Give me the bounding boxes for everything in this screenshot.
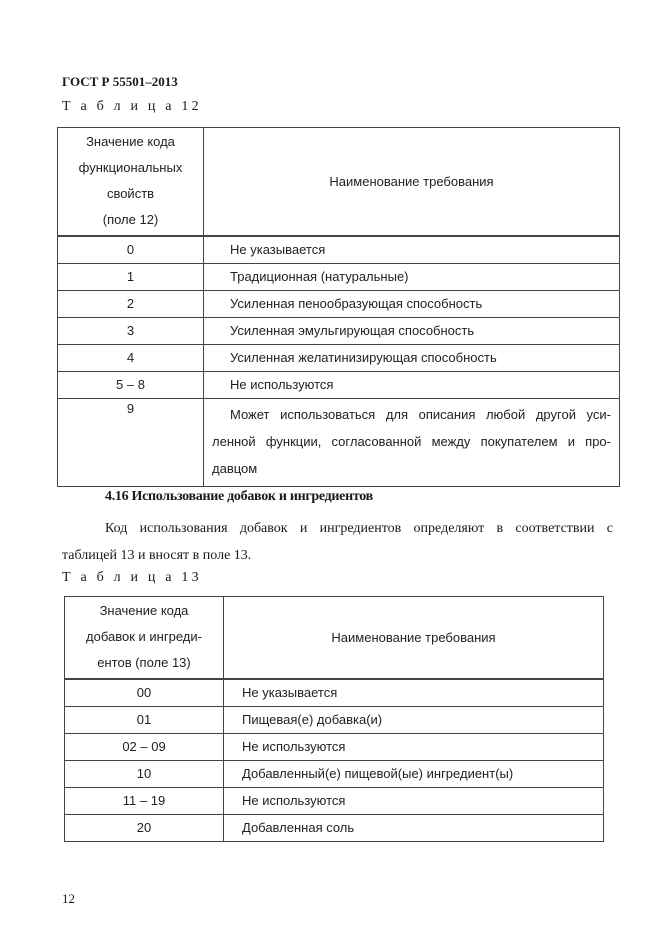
- table-13: [64, 596, 604, 842]
- code-cell: 20: [65, 814, 224, 841]
- name-cell: Не используются: [224, 733, 604, 760]
- table-row: [65, 787, 604, 814]
- code-cell: 02 – 09: [65, 733, 224, 760]
- code-cell: 3: [58, 317, 204, 344]
- table-row: [65, 814, 604, 841]
- name-cell: Пищевая(е) добавка(и): [224, 706, 604, 733]
- code-cell: 00: [65, 679, 224, 707]
- table-row: [58, 263, 620, 290]
- table-row: [58, 236, 620, 264]
- table-row: [58, 371, 620, 398]
- header-line: функциональных: [78, 160, 183, 176]
- header-line: ентов (поле 13): [97, 655, 191, 671]
- name-cell: Традиционная (натуральные): [204, 263, 620, 290]
- name-cell: Не используются: [204, 371, 620, 398]
- table-12-caption: Т а б л и ц а 12: [62, 99, 202, 114]
- code-cell: 1: [58, 263, 204, 290]
- header-line: Значение кода: [86, 134, 175, 150]
- table-13-caption: Т а б л и ц а 13: [62, 570, 202, 585]
- name-cell: Не используются: [224, 787, 604, 814]
- name-line: Может использоваться для описания любой другой уси-: [230, 406, 611, 422]
- code-cell: 5 – 8: [58, 371, 204, 398]
- section-heading: 4.16 Использование добавок и ингредиентов: [105, 489, 373, 504]
- code-cell: 01: [65, 706, 224, 733]
- table-12: [57, 127, 620, 487]
- table-13-col2-header: Наименование требования: [224, 597, 604, 679]
- paragraph-line: таблицей 13 и вносят в поле 13.: [62, 548, 252, 563]
- name-cell: Усиленная желатинизирующая способность: [204, 344, 620, 371]
- header-line: добавок и ингреди-: [86, 629, 202, 645]
- table-row: [65, 679, 604, 707]
- code-cell: 2: [58, 290, 204, 317]
- header-line: Значение кода: [99, 603, 189, 619]
- table-row: [58, 398, 620, 486]
- table-12-col1-header: [58, 128, 204, 236]
- name-cell-multiline: [204, 398, 620, 486]
- table-row: [65, 706, 604, 733]
- table-row: [58, 317, 620, 344]
- code-cell: 0: [58, 236, 204, 264]
- name-cell: Добавленный(е) пищевой(ые) ингредиент(ы): [224, 760, 604, 787]
- header-line: (поле 12): [102, 212, 159, 228]
- name-line: давцом: [212, 460, 258, 476]
- name-cell: Усиленная пенообразующая способность: [204, 290, 620, 317]
- table-row: [58, 344, 620, 371]
- code-cell: 9: [58, 398, 204, 486]
- table-row: [58, 290, 620, 317]
- table-13-header-row: [65, 597, 604, 679]
- paragraph-line: Код использования добавок и ингредиентов определяют в соответствии с: [105, 521, 613, 536]
- table-row: [65, 760, 604, 787]
- table-12-header-row: [58, 128, 620, 236]
- name-cell: Не указывается: [204, 236, 620, 264]
- document-header: ГОСТ Р 55501–2013: [62, 74, 178, 89]
- name-cell: Усиленная эмульгирующая способность: [204, 317, 620, 344]
- code-cell: 11 – 19: [65, 787, 224, 814]
- table-13-col1-header: [65, 597, 224, 679]
- name-line: ленной функции, согласованной между покупателем и про-: [212, 433, 611, 449]
- code-cell: 10: [65, 760, 224, 787]
- table-12-col2-header: Наименование требования: [204, 128, 620, 236]
- name-cell: Не указывается: [224, 679, 604, 707]
- code-cell: 4: [58, 344, 204, 371]
- name-cell: Добавленная соль: [224, 814, 604, 841]
- header-line: свойств: [106, 186, 155, 202]
- table-row: [65, 733, 604, 760]
- page-number: 12: [62, 891, 75, 906]
